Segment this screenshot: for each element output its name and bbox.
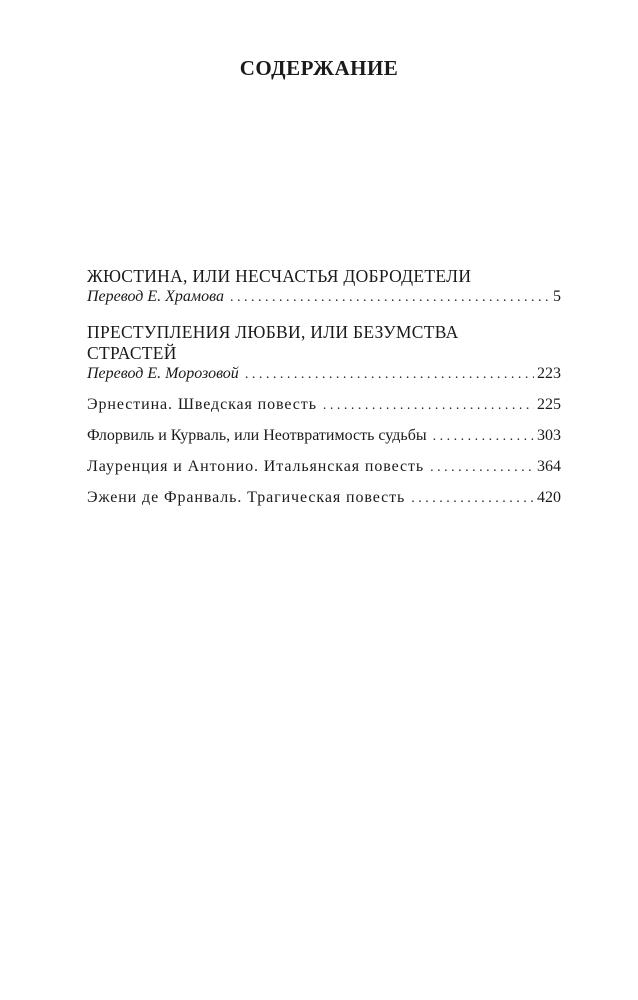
page-number: 420 [537, 489, 561, 506]
toc-entry-label: Эрнестина. Шведская повесть [87, 396, 317, 413]
toc-entry-eugenie[interactable] [87, 488, 561, 509]
section-title-crimes-line1: ПРЕСТУПЛЕНИЯ ЛЮБВИ, ИЛИ БЕЗУМСТВА [87, 322, 459, 342]
dot-leader [430, 458, 534, 478]
toc-entry-laurence[interactable] [87, 457, 561, 478]
dot-leader [230, 288, 550, 308]
translator-label: Перевод Е. Храмова [87, 288, 224, 305]
page-number: 303 [537, 427, 561, 444]
translator-label: Перевод Е. Морозовой [87, 365, 239, 382]
toc-entry-crimes-translator[interactable] [87, 364, 561, 385]
dot-leader [245, 365, 534, 385]
toc-entry-label: Флорвиль и Курваль, или Неотвратимость судьбы [87, 427, 427, 444]
toc-entry-label: Эжени де Франваль. Трагическая повесть [87, 489, 406, 506]
table-of-contents [87, 266, 561, 509]
toc-entry-label: Лауренция и Антонио. Итальянская повесть [87, 458, 425, 475]
page-number: 225 [537, 396, 561, 413]
section-title-justine: ЖЮСТИНА, ИЛИ НЕСЧАСТЬЯ ДОБРОДЕТЕЛИ [87, 266, 472, 286]
dot-leader [411, 489, 534, 509]
page-number: 223 [537, 365, 561, 382]
dot-leader [433, 427, 534, 447]
dot-leader [323, 396, 534, 416]
toc-entry-justine-translator[interactable] [87, 287, 561, 308]
page-number: 5 [553, 288, 561, 305]
toc-entry-ernestine[interactable] [87, 395, 561, 416]
page-number: 364 [537, 458, 561, 475]
page-title: СОДЕРЖАНИЕ [239, 56, 399, 80]
toc-entry-florville[interactable] [87, 426, 561, 447]
section-title-crimes-line2: СТРАСТЕЙ [87, 343, 177, 363]
